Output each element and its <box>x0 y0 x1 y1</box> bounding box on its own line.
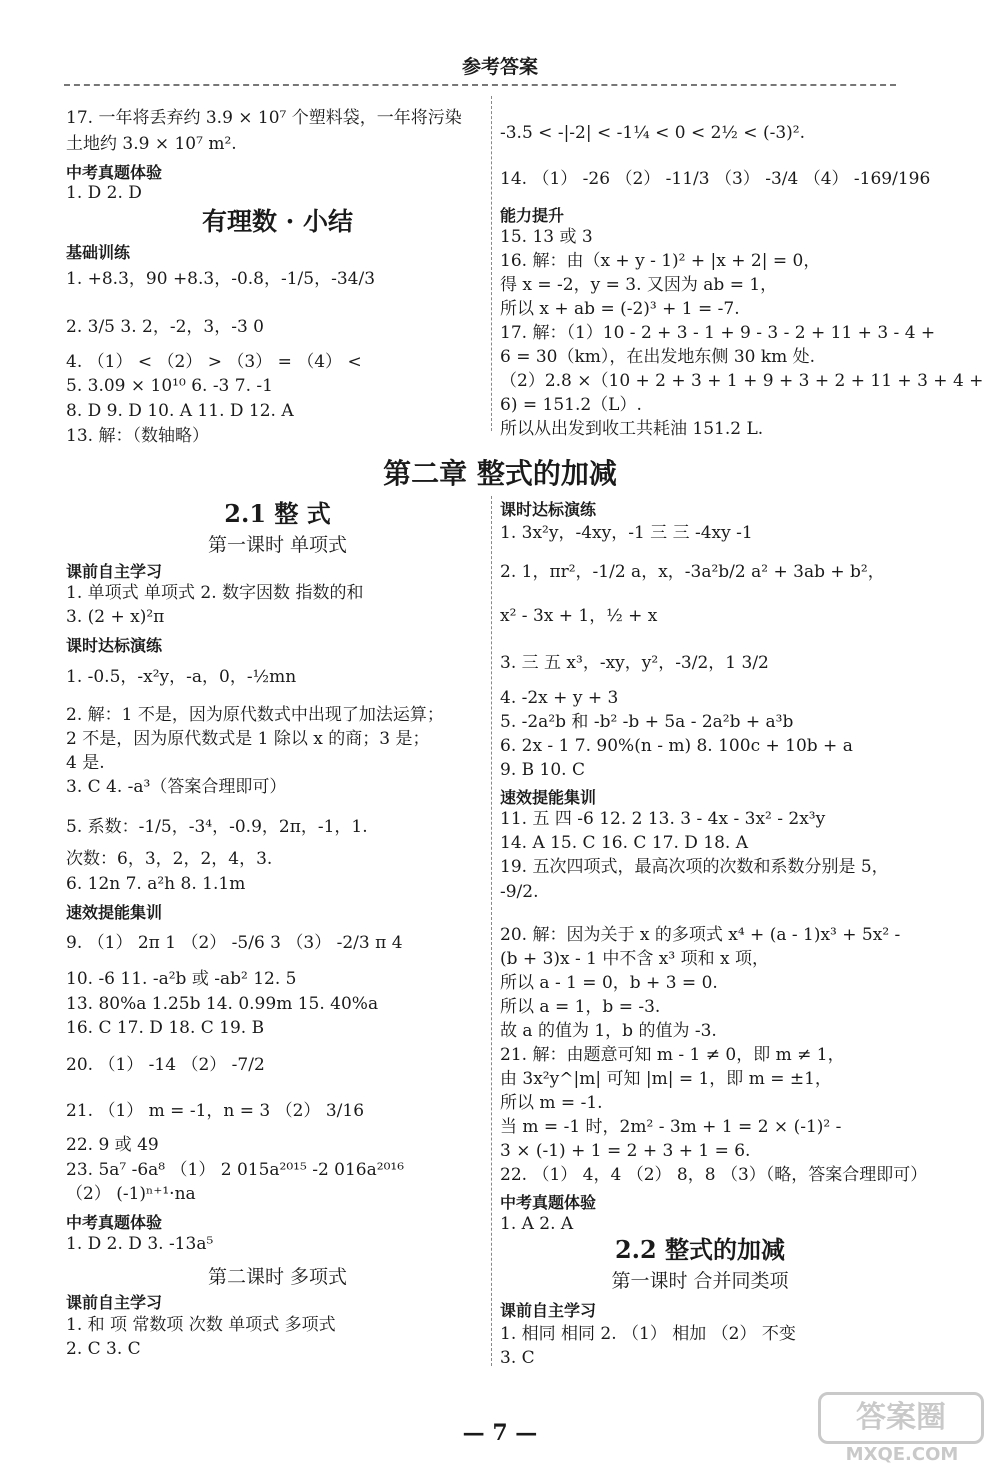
answer-line: 19. 五次四项式，最高次项的次数和系数分别是 5， <box>500 857 889 877</box>
answer-line: 4. -2x + y + 3 <box>500 688 619 708</box>
answer-line: 20. （1） -14 （2） -7/2 <box>66 1055 265 1075</box>
answer-line: 23. 5a⁷ -6a⁸ （1） 2 015a²⁰¹⁵ -2 016a²⁰¹⁶ <box>66 1160 405 1180</box>
answer-line: 当 m = -1 时，2m² - 3m + 1 = 2 × (-1)² - <box>500 1117 842 1137</box>
answer-line: 22. 9 或 49 <box>66 1135 159 1155</box>
answer-line: 所以 x + ab = (-2)³ + 1 = -7. <box>500 299 740 319</box>
answer-line: 14. （1） -26 （2） -11/3 （3） -3/4 （4） -169/196 <box>500 169 931 189</box>
answer-line: 2. 1，πr²，-1/2 a，x，-3a²b/2 a² + 3ab + b²， <box>500 562 885 582</box>
answer-line: 6. 2x - 1 7. 90%(n - m) 8. 100c + 10b + a <box>500 736 853 756</box>
lesson-1-title: 第一课时 单项式 <box>207 534 348 556</box>
answer-line: -3.5 < -|-2| < -1¼ < 0 < 2½ < (-3)². <box>500 123 805 143</box>
answer-line: 15. 13 或 3 <box>500 227 593 247</box>
lesson-3-title: 第一课时 合并同类项 <box>611 1270 789 1292</box>
answer-line: 1. 相同 相同 2. （1） 相加 （2） 不变 <box>500 1324 796 1344</box>
answer-line: -9/2. <box>500 882 539 902</box>
answer-line: （2）2.8 ×（10 + 2 + 3 + 1 + 9 + 3 + 2 + 11 + 3 + 4 + <box>500 371 984 391</box>
section-heading: 课前自主学习 <box>66 562 163 581</box>
answer-line: 6 = 30（km），在出发地东侧 30 km 处. <box>500 347 816 367</box>
answer-line: 21. 解：由题意可知 m - 1 ≠ 0，即 m ≠ 1， <box>500 1045 845 1065</box>
answer-line: 16. C 17. D 18. C 19. B <box>66 1018 265 1038</box>
section-heading: 课时达标演练 <box>500 500 597 519</box>
answer-line: 3. C <box>500 1348 535 1368</box>
answer-line: 1. D 2. D 3. -13a⁵ <box>66 1234 214 1254</box>
answer-line: 1. A 2. A <box>500 1214 574 1234</box>
answer-line: 11. 五 四 -6 12. 2 13. 3 - 4x - 3x² - 2x³y <box>500 809 826 829</box>
answer-line: 所以 a = 1，b = -3. <box>500 997 661 1017</box>
answer-line: 17. 解：（1）10 - 2 + 3 - 1 + 9 - 3 - 2 + 11 + 3 - 4 + <box>500 323 936 343</box>
answer-line: 13. 80%a 1.25b 14. 0.99m 15. 40%a <box>66 994 379 1014</box>
answer-line: 由 3x²y^|m| 可知 |m| = 1，即 m = ±1， <box>500 1069 832 1089</box>
answer-line: 3 × (-1) + 1 = 2 + 3 + 1 = 6. <box>500 1141 751 1161</box>
answer-line: 5. 3.09 × 10¹⁰ 6. -3 7. -1 <box>66 376 273 396</box>
chapter-title: 第二章 整式的加减 <box>383 457 617 490</box>
answer-line: 3. C 4. -a³（答案合理即可） <box>66 777 287 797</box>
answer-line: 得 x = -2，y = 3. 又因为 ab = 1， <box>500 275 778 295</box>
section-heading: 基础训练 <box>66 243 131 262</box>
answer-line: 5. 系数：-1/5，-3⁴，-0.9，2π，-1，1. <box>66 817 368 837</box>
answer-line: 2. 3/5 3. 2，-2，3，-3 0 <box>66 317 264 337</box>
section-heading: 中考真题体验 <box>66 1213 163 1232</box>
summary-title: 有理数 · 小结 <box>201 207 354 236</box>
answer-line: 5. -2a²b 和 -b² -b + 5a - 2a²b + a³b <box>500 712 794 732</box>
answer-line: 20. 解：因为关于 x 的多项式 x⁴ + (a - 1)x³ + 5x² - <box>500 925 901 945</box>
answer-line: 次数：6，3，2，2，4，3. <box>66 849 273 869</box>
answer-line: 22. （1） 4，4 （2） 8，8 （3）（略，答案合理即可） <box>500 1165 928 1185</box>
answer-line: 16. 解：由（x + y - 1)² + |x + 2| = 0， <box>500 251 821 271</box>
lesson-2-title: 第二课时 多项式 <box>207 1266 348 1288</box>
watermark-logo <box>818 1392 988 1468</box>
answer-line: 17. 一年将丢弃约 3.9 × 10⁷ 个塑料袋，一年将污染 <box>66 108 462 128</box>
section-heading: 能力提升 <box>500 206 565 225</box>
column-divider-bottom <box>491 496 492 1366</box>
answer-line: 土地约 3.9 × 10⁷ m². <box>66 134 237 154</box>
section-heading: 中考真题体验 <box>66 163 163 182</box>
answer-line: 9. （1） 2π 1 （2） -5/6 3 （3） -2/3 π 4 <box>66 933 403 953</box>
answer-line: （2） (-1)ⁿ⁺¹·na <box>66 1184 196 1204</box>
answer-line: 6) = 151.2（L）. <box>500 395 642 415</box>
answer-line: 3. (2 + x)²π <box>66 607 165 627</box>
answer-line: 所以 m = -1. <box>500 1093 603 1113</box>
answer-line: (b + 3)x - 1 中不含 x³ 项和 x 项， <box>500 949 769 969</box>
answer-line: 所以 a - 1 = 0，b + 3 = 0. <box>500 973 718 993</box>
answer-line: 3. 三 五 x³，-xy，y²，-3/2，1 3/2 <box>500 653 769 673</box>
answer-line: 9. B 10. C <box>500 760 585 780</box>
answer-line: 4 是. <box>66 753 105 773</box>
answer-line: 21. （1） m = -1，n = 3 （2） 3/16 <box>66 1101 365 1121</box>
watermark-text: 答案圈 <box>818 1392 984 1444</box>
header-divider <box>64 84 896 86</box>
answer-line: 1. 3x²y，-4xy，-1 三 三 -4xy -1 <box>500 523 753 543</box>
section-heading: 课前自主学习 <box>66 1293 163 1312</box>
answer-line: 2. 解：1 不是，因为原代数式中出现了加法运算； <box>66 705 444 725</box>
section-2-1-title: 2.1 整 式 <box>224 499 331 528</box>
answer-line: 14. A 15. C 16. C 17. D 18. A <box>500 833 749 853</box>
answer-line: 6. 12n 7. a²h 8. 1.1m <box>66 874 246 894</box>
answer-line: 1. -0.5，-x²y，-a，0，-½mn <box>66 667 297 687</box>
watermark-url: MXQE.COM <box>845 1444 959 1465</box>
answer-line: 2 不是，因为原代数式是 1 除以 x 的商；3 是； <box>66 729 430 749</box>
answer-line: 故 a 的值为 1，b 的值为 -3. <box>500 1021 717 1041</box>
answer-line: 1. +8.3，90 +8.3，-0.8，-1/5，-34/3 <box>66 269 376 289</box>
answer-line: 2. C 3. C <box>66 1339 141 1359</box>
section-heading: 速效提能集训 <box>500 788 597 807</box>
section-heading: 中考真题体验 <box>500 1193 597 1212</box>
answer-line: 13. 解：（数轴略） <box>66 426 209 446</box>
answer-line: 所以从出发到收工共耗油 151.2 L. <box>500 419 764 439</box>
answer-line: 1. D 2. D <box>66 183 142 203</box>
page-header: 参考答案 <box>461 56 538 78</box>
answer-line: 4. （1） < （2） > （3） = （4） < <box>66 352 362 372</box>
answer-line: 1. 单项式 单项式 2. 数字因数 指数的和 <box>66 583 364 603</box>
section-heading: 课前自主学习 <box>500 1301 597 1320</box>
answer-line: x² - 3x + 1，½ + x <box>500 606 658 626</box>
column-divider-top <box>491 96 492 431</box>
page-number: — 7 — <box>462 1420 538 1446</box>
section-heading: 课时达标演练 <box>66 636 163 655</box>
section-heading: 速效提能集训 <box>66 903 163 922</box>
answer-line: 10. -6 11. -a²b 或 -ab² 12. 5 <box>66 969 297 989</box>
answer-line: 8. D 9. D 10. A 11. D 12. A <box>66 401 294 421</box>
answer-line: 1. 和 项 常数项 次数 单项式 多项式 <box>66 1315 336 1335</box>
section-2-2-title: 2.2 整式的加减 <box>614 1235 786 1264</box>
